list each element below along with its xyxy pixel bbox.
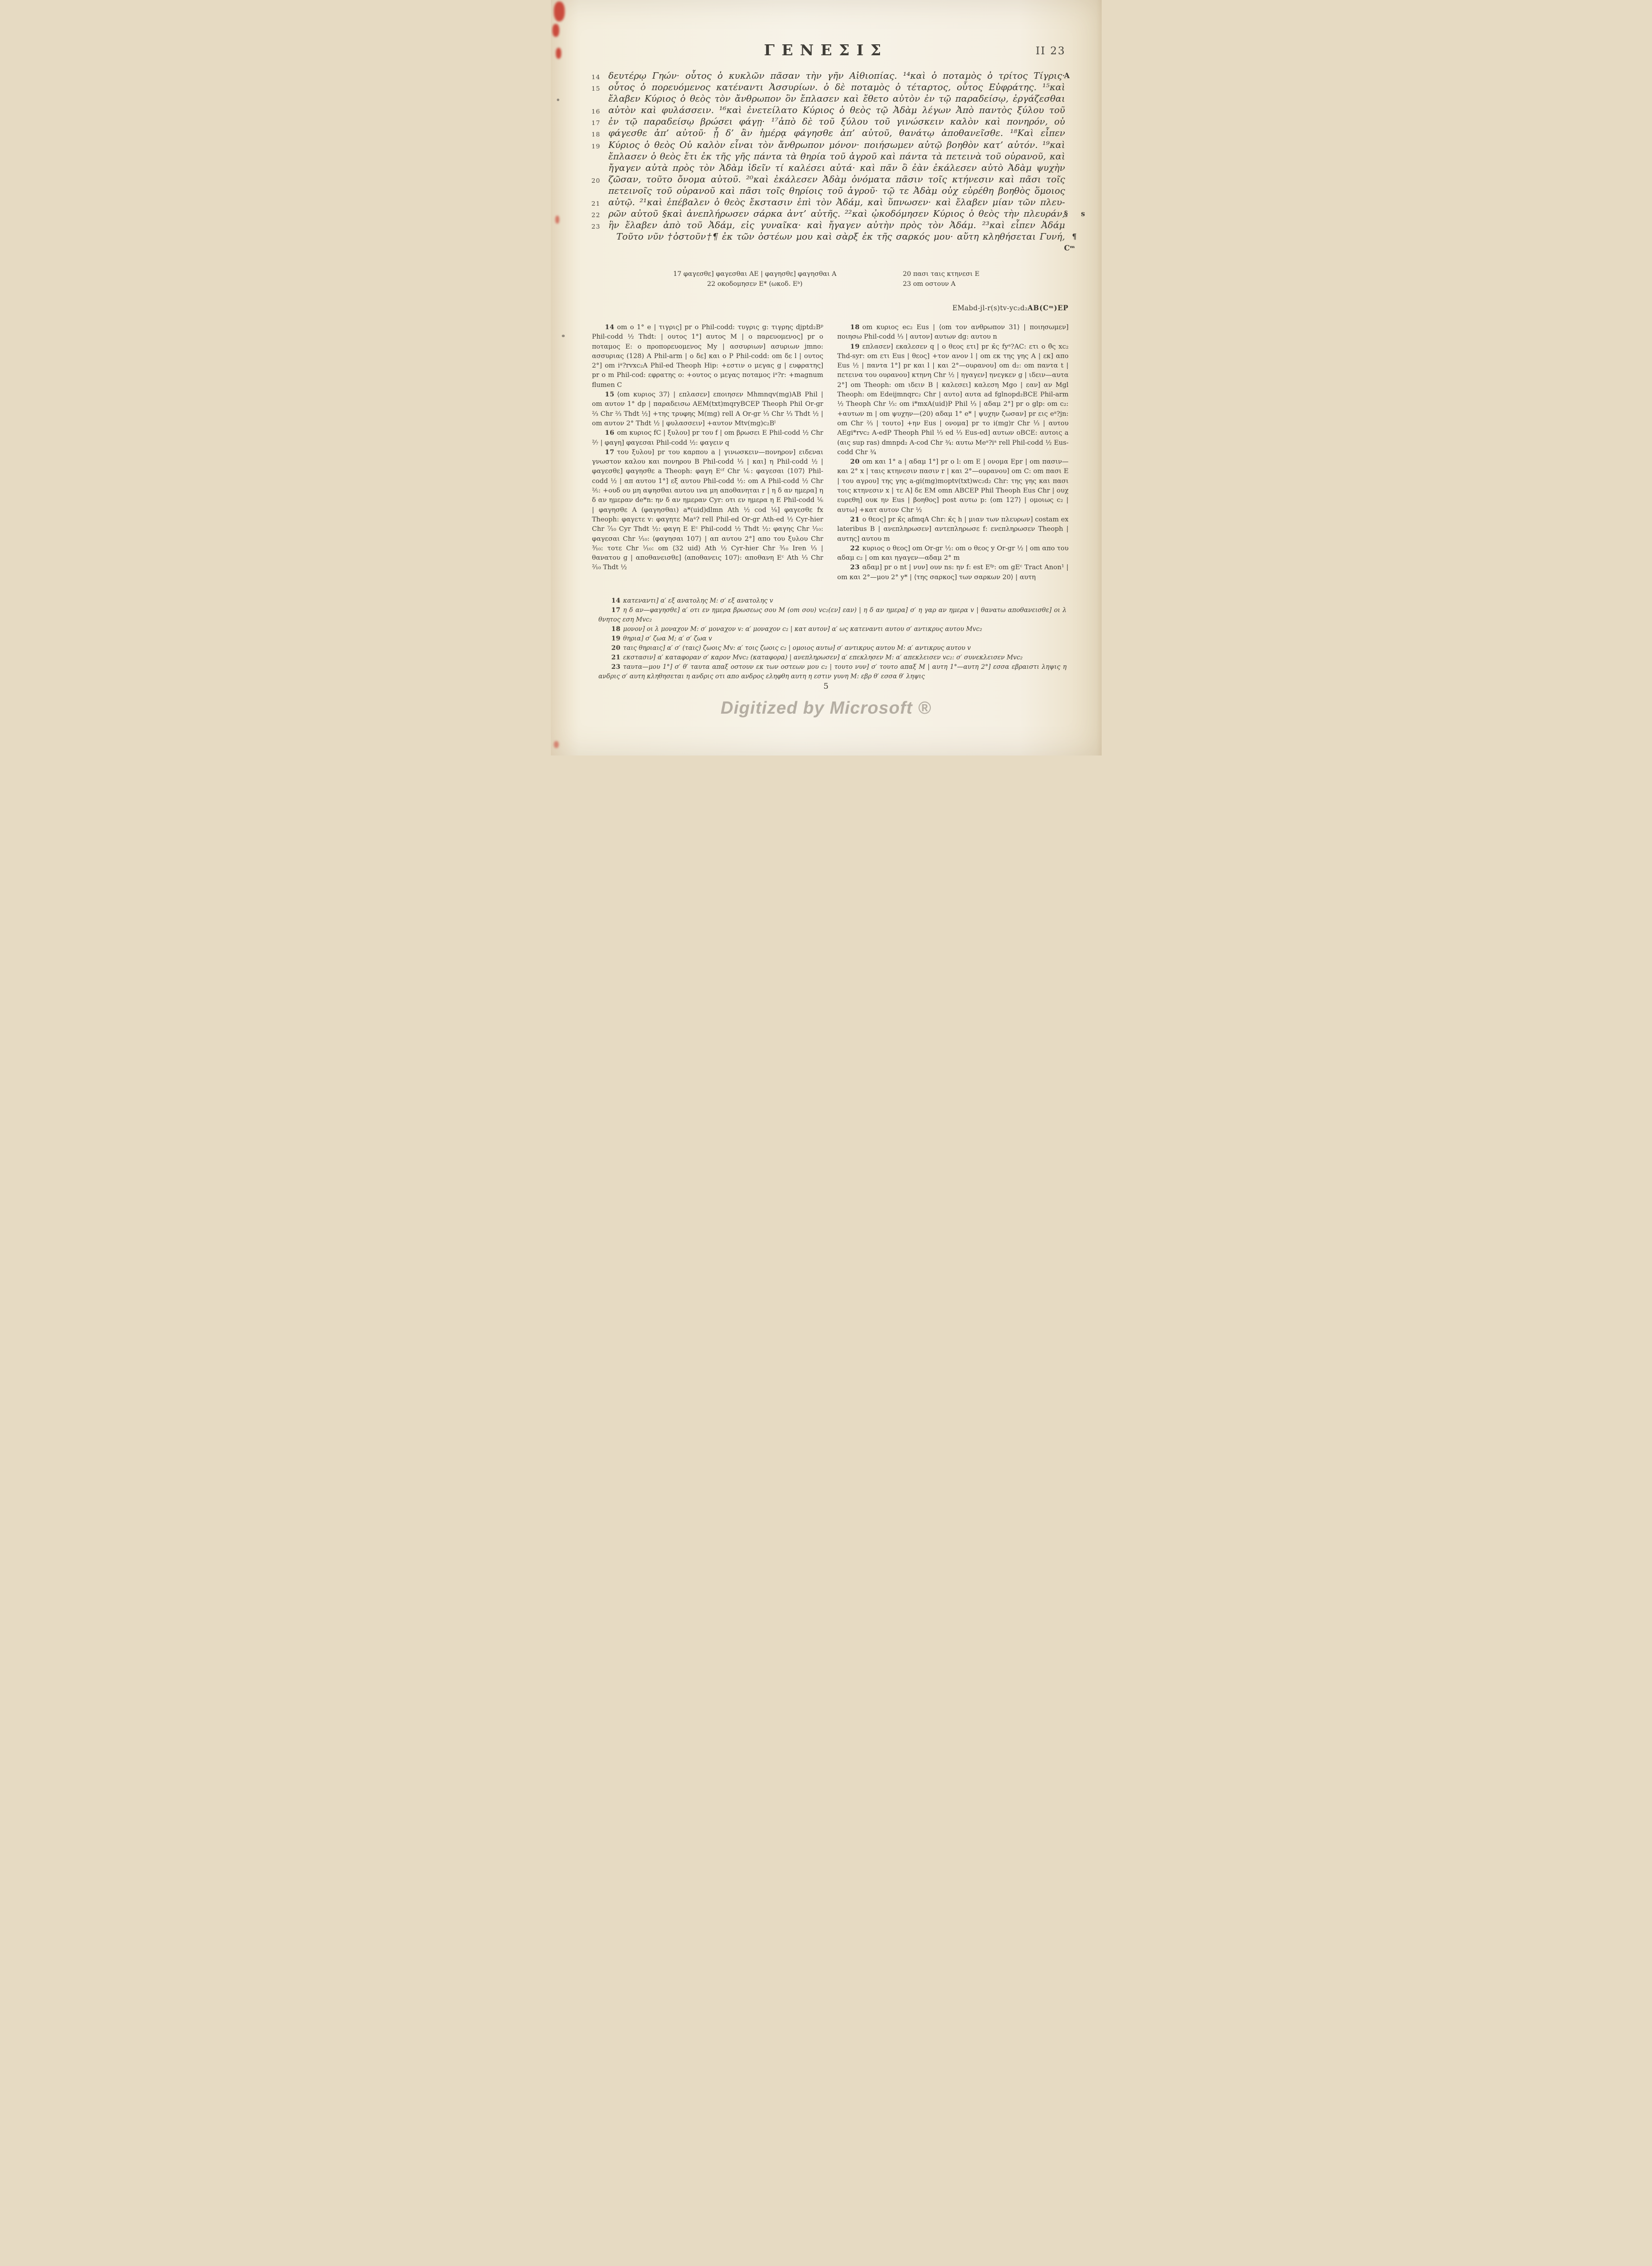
entry-number: 17 xyxy=(605,448,615,456)
text-line xyxy=(591,127,1065,139)
apparatus-note: 22 οκοδομησεν Ε* (ωκοδ. Εᵇ) xyxy=(707,280,803,288)
witness-sigla-line xyxy=(952,304,1068,312)
text-line xyxy=(591,220,1065,231)
inner-greek-apparatus xyxy=(592,269,1069,289)
entry-text: ο θεος] pr κ̄ς afmqA Chr: κ̄ς h | μιαν των πλευρων] costam ex lateribus B | ανεπληρωσεν] αντεπληρωσε f: ενεπληρωσεν Theoph | αυτης] αυτου m xyxy=(837,515,1069,543)
verse-number: 15 xyxy=(591,85,601,93)
line-text: ἤγαγεν αὐτὰ πρὸς τὸν Ἀδὰμ ἰδεῖν τί καλέσει αὐτά· καὶ πᾶν ὃ ἐὰν ἐκάλεσεν αὐτὸ Ἀδὰμ ψυχὴν xyxy=(608,162,1065,173)
line-text: ζῶσαν, τοῦτο ὄνομα αὐτοῦ. ²⁰καὶ ἐκάλεσεν Ἀδὰμ ὀνόματα πᾶσιν τοῖς κτήνεσιν καὶ πᾶσι τοῖς xyxy=(608,174,1065,185)
entry-text: θηρια] σ′ ζωα M; α′ σ′ ζωα v xyxy=(623,634,712,642)
entry-number: 17 xyxy=(611,606,621,614)
verse-number: 22 xyxy=(591,211,601,219)
digitization-watermark: Digitized by Microsoft ® xyxy=(720,698,932,718)
entry-text: om κυριος ec₂ Eus | ⟨om τον ανθρωπον 31⟩ | ποιησωμεν] ποιησω Phil-codd ⅓ | αυτον] αυτων dg: αυτου n xyxy=(837,324,1069,341)
hexapla-entry xyxy=(599,643,1067,652)
text-line xyxy=(609,93,1065,105)
text-line xyxy=(609,231,1077,253)
verse-number: 14 xyxy=(591,73,601,81)
entry-text: εκστασιν] α′ καταφοραν σ′ καρον Mvc₂ (καταφορα) | ανεπληρωσεν] α′ επεκλησεν M: α′ απεκλεισεν vc₂: σ′ συνεκλεισεν Mvc₂ xyxy=(623,653,1023,661)
apparatus-row xyxy=(592,279,1069,289)
line-text: δευτέρῳ Γηών· οὗτος ὁ κυκλῶν πᾶσαν τὴν γῆν Αἰθιοπίας. ¹⁴καὶ ὁ ποταμὸς ὁ τρίτος Τίγρις· xyxy=(608,71,1065,81)
text-line xyxy=(591,139,1065,151)
line-text: φάγεσθε ἀπ’ αὐτοῦ· ᾗ δ’ ἂν ἡμέρᾳ φάγησθε ἀπ’ αὐτοῦ, θανάτῳ ἀποθανεῖσθε. ¹⁸Καὶ εἶπεν xyxy=(608,128,1065,139)
apparatus-note: 23 om οστουν Α xyxy=(902,280,956,288)
entry-text: κυριος ο θεος] om Or-gr ½: om ο θεος y Or-gr ½ | om απο του αδαμ c₂ | om και ηγαγεν—αδαμ 2° m xyxy=(837,544,1069,562)
apparatus-entry xyxy=(837,563,1069,582)
apparatus-right-column xyxy=(837,323,1069,582)
hexapla-notes xyxy=(599,596,1067,681)
entry-number: 20 xyxy=(611,644,621,651)
entry-number: 14 xyxy=(605,324,615,331)
hexapla-entry xyxy=(599,596,1067,605)
verse-number: 23 xyxy=(591,223,601,231)
line-text: αὐτῷ. ²¹καὶ ἐπέβαλεν ὁ θεὸς ἔκστασιν ἐπὶ τὸν Ἀδάμ, καὶ ὕπνωσεν· καὶ ἔλαβεν μίαν τῶν πλευ- xyxy=(608,197,1065,208)
verse-number: 21 xyxy=(591,200,601,208)
entry-text: ταυτα—μου 1°] σ′ θ′ ταυτα απαξ οστουν εκ των οστεων μου c₂ | τουτο νυν] σ′ τουτο απαξ M | αυτη 1°—αυτη 2°] εσσα εβραιστι ληψις η ανδρις σ′ αυτη κληθησεται η ανδρις οτι απο ανδρος εληφθη αυτη η εστιν γυνη M: εβρ θ′ εσσα θ′ ληψις xyxy=(598,663,1067,680)
line-text: Κύριος ὁ θεὸς Οὐ καλὸν εἶναι τὸν ἄνθρωπον μόνον· ποιήσωμεν αὐτῷ βοηθὸν κατ’ αὐτόν. ¹⁹καὶ xyxy=(608,139,1065,150)
margin-siglum: ¶ Cᵐ xyxy=(1064,233,1077,253)
verse-number: 20 xyxy=(591,176,601,184)
line-text: πετεινοῖς τοῦ οὐρανοῦ καὶ πᾶσι τοῖς θηρίοις τοῦ ἀγροῦ· τῷ τε Ἀδὰμ οὐχ εὑρέθη βοηθὸς ὅμοιος xyxy=(608,185,1065,196)
hexapla-entry xyxy=(599,662,1067,681)
critical-apparatus xyxy=(592,323,1069,582)
margin-siglum: A xyxy=(1064,72,1070,80)
red-edge-mark xyxy=(554,1,565,21)
entry-number: 19 xyxy=(611,634,621,642)
text-line xyxy=(609,151,1065,162)
margin-siglum: § s xyxy=(1064,210,1085,219)
entry-number: 22 xyxy=(850,544,860,552)
entry-text: om ο 1° e | τιγρις] pr ο Phil-codd: τυγρις g: τιγρης djptd₂Bᵖ Phil-codd ½ Thdt: | ουτος 1°] αυτος M | ο παρευομενος] pr ο ποταμος E: ο προπορευομενος My | ασσυριων] ασυριων jmno: ασσυριας (128) A Phil-arm | ο δε] και ο P Phil-codd: om δε l | ουτος 2°] om iᵃ?rvxc₂A Phil-ed Theoph Hip: +εστιν ο μεγας g | ευφρατης] pr ο m Phil-cod: εφρατης ο: +ουτος ο μεγας ποταμος iᵃ?r: +magnum flumen C xyxy=(592,324,823,389)
text-line xyxy=(591,82,1065,93)
apparatus-entry xyxy=(837,515,1069,544)
line-text: αὐτὸν καὶ φυλάσσειν. ¹⁶καὶ ἐνετείλατο Κύριος ὁ θεὸς τῷ Ἀδὰμ λέγων Ἀπὸ παντὸς ξύλου τοῦ xyxy=(608,105,1065,116)
entry-text: επλασεν] εκαλεσεν q | ο θεος ετι] pr κ̄ς fyᵃ?AC: ετι ο θ̄ς xc₂ Thd-syr: om ετι Eus | θεος] +τον ανον l | om εκ της γης A | εκ] απο Eus ½ | παντα 1°] pr και l | και 2°—ουρανου] om d₂: om παντα t | πετεινα του ουρανου] κτηνη Chr ½ | ηγαγεν] ηνεγκεν g | ιδειν—αυτα 2°] om Theoph: om ιδειν B | καλεσει] καλεση Mgo | εαν] αν Mgl Theoph: om Edeijmnqrc₂ Chr | αυτο] αυτα ad fglnopd₂BCE Phil-arm ½ Theoph Chr ⅓: om i*mxA(uid)P Phil ⅓ | αδαμ 2°] pr ο glp: om c₂: +αυτων m | om ψυχην—(20) αδαμ 1° e* | ψυχην ζωσαν] pr εις eᵃ?jn: om Chr ⅔ | τουτο] +ην Eus | ονομα] pr το i(mg)r Chr ⅓ | αυτου AEgi*rvc₂ A-edP Theoph Phil ⅓ ed ⅓ Eus-ed] αυτων οBCE: αυτοις a (αις sup ras) dmnpd₂ A-cod Chr ¾: αυτω Meᵃ?iᵃ rell Phil-codd ½ Eus-codd Chr ¾ xyxy=(837,343,1069,456)
entry-number: 18 xyxy=(850,324,860,331)
line-text: ἣν ἔλαβεν ἀπὸ τοῦ Ἀδάμ, εἰς γυναῖκα· καὶ ἤγαγεν αὐτὴν πρὸς τὸν Ἀδάμ. ²³καὶ εἶπεν Ἀδάμ xyxy=(608,220,1065,231)
entry-number: 16 xyxy=(605,429,615,437)
text-line xyxy=(591,174,1065,185)
entry-number: 21 xyxy=(850,515,860,523)
text-line xyxy=(591,197,1065,208)
red-edge-mark xyxy=(555,216,559,224)
main-greek-text xyxy=(591,70,1085,253)
stray-ink-speck xyxy=(562,335,565,337)
apparatus-row xyxy=(592,269,1069,279)
apparatus-entry xyxy=(592,390,824,428)
verse-number: 17 xyxy=(591,119,601,127)
red-edge-mark xyxy=(554,741,559,748)
line-text: οὗτος ὁ πορευόμενος κατέναντι Ἀσσυρίων. ὁ δὲ ποταμὸς ὁ τέταρτος, οὗτος Εὐφράτης. ¹⁵καὶ xyxy=(608,82,1065,93)
apparatus-entry xyxy=(837,544,1069,563)
verse-number: 18 xyxy=(591,130,601,138)
apparatus-entry xyxy=(837,457,1069,515)
entry-text: om κυριος fC | ξυλου] pr του f | om βρωσει E Phil-codd ½ Chr ²⁄₇ | φαγη] φαγεσαι Phil-codd ½: φαγειν q xyxy=(592,429,823,447)
entry-number: 21 xyxy=(611,653,621,661)
apparatus-entry xyxy=(592,428,824,448)
chapter-verse-folio: II 23 xyxy=(1035,45,1066,57)
line-text: ρῶν αὐτοῦ §καὶ ἀνεπλήρωσεν σάρκα ἀντ’ αὐτῆς. ²²καὶ ᾠκοδόμησεν Κύριος ὁ θεὸς τὴν πλευράν, xyxy=(608,209,1065,220)
line-text: Τοῦτο νῦν †ὀστοῦν†¶ ἐκ τῶν ὀστέων μου καὶ σὰρξ ἐκ τῆς σαρκός μου· αὕτη κληθήσεται Γυνή, xyxy=(616,232,1065,243)
entry-text: η δ αν—φαγησθε] α′ οτι εν ημερα βρωσεως σου M (om σου) vc₂(εν] εαν) | η δ αν ημερα] σ′ η γαρ αν ημερα v | θανατω αποθανεισθε] οι λ θνητος εση Mvc₂ xyxy=(598,606,1067,623)
entry-number: 20 xyxy=(850,458,860,466)
entry-text: ⟨om κυριος 37⟩ | επλασεν] εποιησεν Mhmnqv(mg)AB Phil | om αυτον 1° dp | παραδεισω AEM(txt)mqryBCEP Theoph Phil Or-gr ⅔ Chr ⅔ Thdt ½] +της τρυφης M(mg) rell A Or-gr ⅓ Chr ⅓ Thdt ½ | om αυτον 2° Thdt ½ | φυλασσειν] +αυτον Mtv(mg)c₂Bˡ xyxy=(592,391,823,427)
entry-number: 23 xyxy=(850,564,860,572)
sigla-versions: AB(Cᵐ)EP xyxy=(1027,304,1069,312)
entry-number: 14 xyxy=(611,597,621,604)
entry-text: κατεναντι] α′ εξ ανατολης M: σ′ εξ ανατολης v xyxy=(623,597,773,604)
text-line xyxy=(591,116,1065,127)
text-line xyxy=(591,105,1065,116)
hexapla-entry xyxy=(599,605,1067,624)
hexapla-entry xyxy=(599,652,1067,662)
apparatus-entry xyxy=(837,323,1069,342)
line-text: ἐν τῷ παραδείσῳ βρώσει φάγῃ· ¹⁷ἀπὸ δὲ τοῦ ξύλου τοῦ γινώσκειν καλὸν καὶ πονηρόν, οὐ xyxy=(608,117,1065,127)
sigla-manuscripts: EMabd-jl-r(s)tv-yc₂d₂ xyxy=(952,304,1028,312)
entry-number: 18 xyxy=(611,625,621,632)
verse-number: 16 xyxy=(591,108,601,116)
entry-number: 23 xyxy=(611,663,621,670)
entry-text: om και 1° a | αδαμ 1°] pr ο l: om E | ονομα Epr | om πασιν—και 2° x | ταις κτηνεσιν πασιν r | και 2°—ουρανου] om C: om πασι E | του αγρου] της γης a-gi(mg)moptv(txt)wc₂d₂ Chr: της γης και πασι τοις κτηνεσιν x | τε A] δε EM omn ABCEP Phil Theoph Eus Chr | ουχ ευρεθη] ουκ ην Eus | βοηθος] post αυτω p: ⟨om 127⟩ | ομοιως c₂ | αυτω] +κατ αυτον Chr ½ xyxy=(837,458,1069,514)
entry-text: μονον] οι λ μοναχον M: σ′ μοναχον v: α′ μοναχον c₂ | κατ αυτον] α′ ως κατεναντι αυτου σ′ αντικρυς αυτου Mvc₂ xyxy=(623,625,982,632)
text-line xyxy=(609,162,1065,174)
hexapla-entry xyxy=(599,624,1067,633)
line-text: ἔλαβεν Κύριος ὁ θεὸς τὸν ἄνθρωπον ὃν ἔπλασεν καὶ ἔθετο αὐτὸν ἐν τῷ παραδείσῳ, ἐργάζεσθαι xyxy=(608,94,1065,105)
entry-text: του ξυλου] pr του καρπου a | γινωσκειν—πονηρον] ειδεναι γνωστον καλου και πονηρου B Phil-codd ⅓ | και] η Phil-codd ½ | φαγεσθε] φαγησθε a Theoph: φαγη Eᶜᶠ Chr ⅙: φαγεσαι ⟨107⟩ Phil-codd ½ | απ αυτου 1°] εξ αυτου Phil-codd ½: om A Phil-codd ½ Chr ⅖: +ουδ ου μη αψησθαι αυτου ινα μη αποθανηται r | η δ αν ημερα] η δ αν ημεραν de*n: ην δ αν ημεραν Cyr: οτι εν ημερα η E Phil-codd ⅙ | φαγησθε A (φαγησθαι) a*(uid)dlmn Ath ½ cod ⅛] φαγεσθε fx Theoph: φαγετε v: φαγητε Maᵃ? rell Phil-ed Or-gr Ath-ed ½ Cyr-hier Chr ⁷⁄₁₀ Cyr Thdt ½: φαγη E Eᶜ Phil-codd ½ Thdt ½: φαγης Chr ¹⁄₁₀: φαγεσαι Chr ¹⁄₁₀: ⟨φαγησαι 107⟩ | απ αυτου 2°] απο του ξυλου Chr ³⁄₁₀: τοτε Chr ¹⁄₁₀: om ⟨32 uid⟩ Ath ½ Cyr-hier Chr ³⁄₁₀ Iren ⅓ | θανατου g | αποθανεισθε] ⟨αποθανεις 107⟩: αποθανη Eᶜ Ath ⅓ Chr ²⁄₁₀ Thdt ½ xyxy=(592,448,823,572)
apparatus-entry xyxy=(592,323,824,390)
text-line xyxy=(609,185,1065,197)
apparatus-note: 20 πασι ταις κτηνεσι Ε xyxy=(902,270,980,278)
apparatus-entry xyxy=(837,342,1069,458)
apparatus-left-column xyxy=(592,323,824,582)
entry-text: αδαμ] pr o nt | νυν] ουν ns: ην f: est Eᶠᵖ: om gEᶜ Tract Anon¹ | om και 2°—μου 2° y* | ⟨της σαρκος] των σαρκων 20⟩ | αυτη xyxy=(837,564,1069,581)
entry-number: 15 xyxy=(605,391,615,399)
entry-number: 19 xyxy=(850,343,860,351)
text-line xyxy=(591,70,1070,82)
verse-number: 19 xyxy=(591,142,601,150)
apparatus-note: 17 φαγεσθε] φαγεσθαι ΑΕ | φαγησθε] φαγησθαι Α xyxy=(673,270,837,278)
scanned-book-page xyxy=(551,0,1102,755)
stray-ink-speck xyxy=(557,99,559,101)
entry-text: ταις θηριαις] α′ σ′ (ταις) ζωοις Mv: α′ τοις ζωοις c₂ | ομοιος αυτω] σ′ αντικρυς αυτου M: α′ αντικρυς αυτου v xyxy=(623,644,971,651)
apparatus-entry xyxy=(592,448,824,573)
page-number: 5 xyxy=(823,681,829,691)
red-edge-mark xyxy=(552,24,559,37)
page-title: ΓΕΝΕΣΙΣ xyxy=(764,42,888,59)
text-line xyxy=(591,208,1085,220)
line-text: ἔπλασεν ὁ θεὸς ἔτι ἐκ τῆς γῆς πάντα τὰ θηρία τοῦ ἀγροῦ καὶ πάντα τὰ πετεινὰ τοῦ οὐρανοῦ, καὶ xyxy=(608,151,1065,162)
hexapla-entry xyxy=(599,633,1067,643)
